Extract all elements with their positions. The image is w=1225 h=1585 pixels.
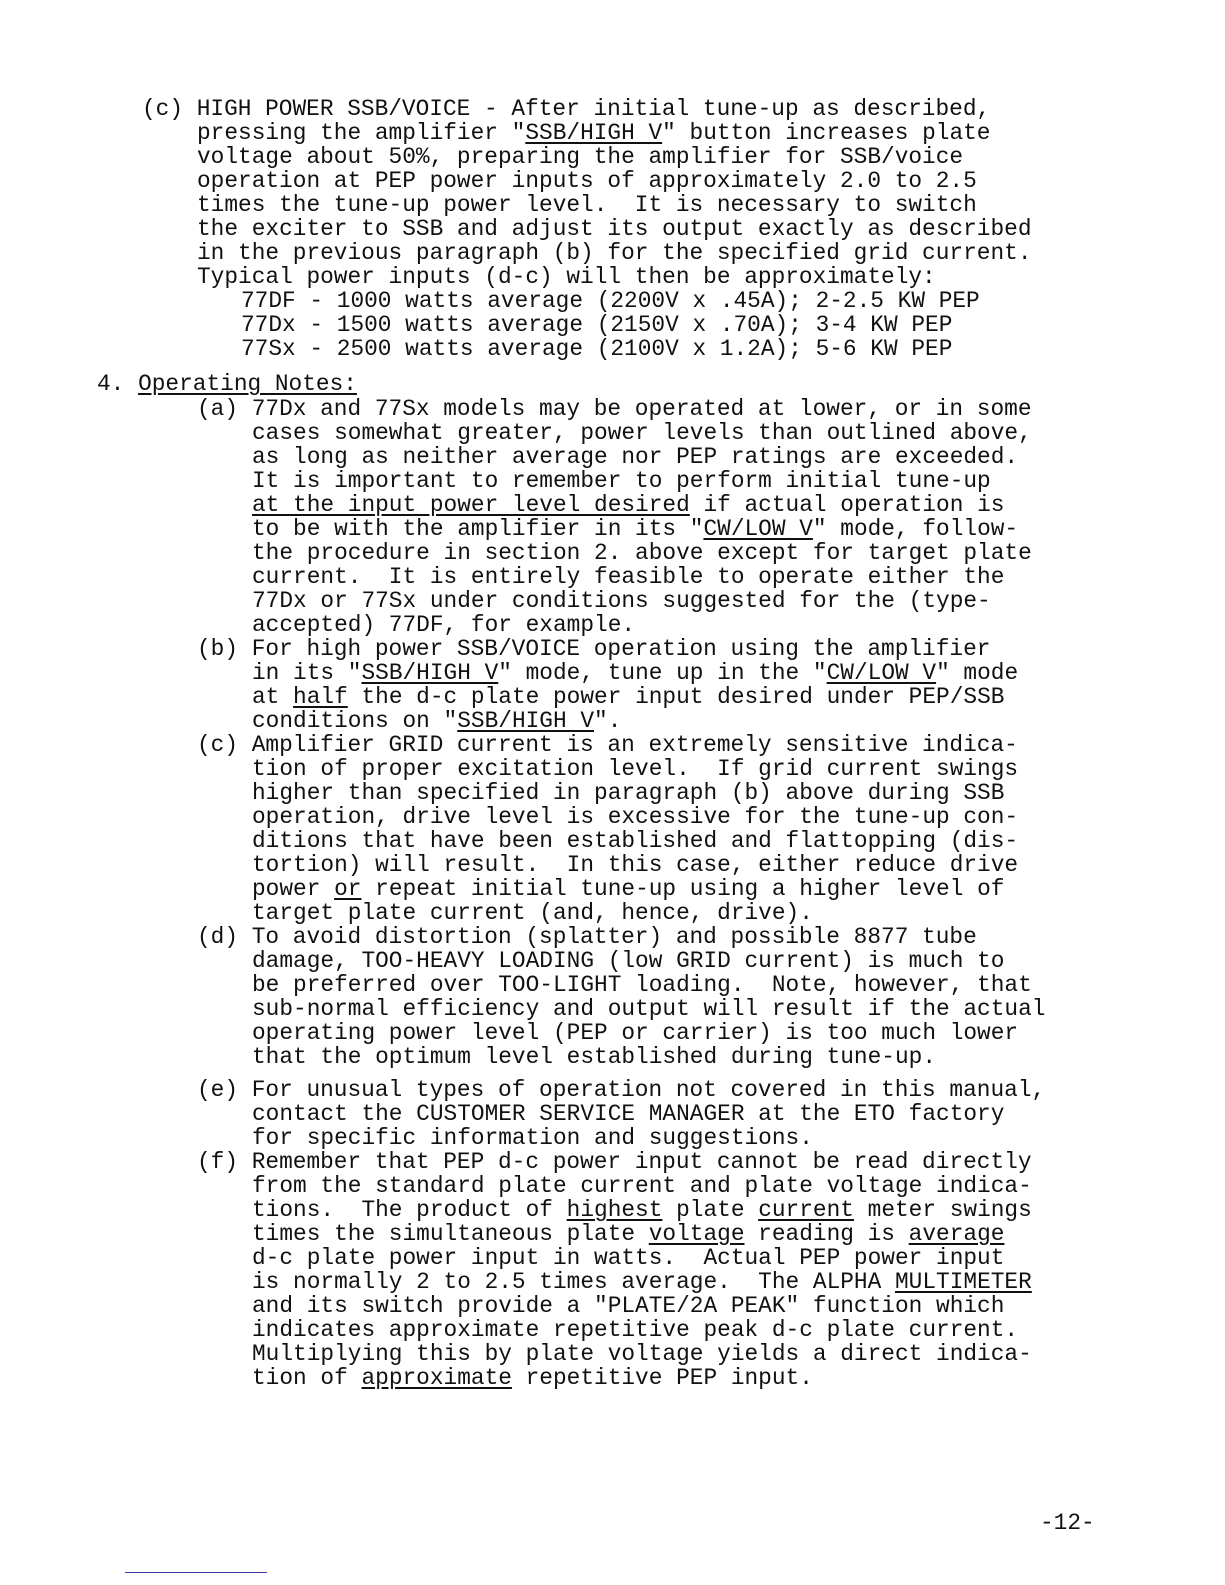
section-4-line: tion of proper excitation level. If grid current swings [252,756,1019,782]
section-4-line: target plate current (and, hence, drive). [252,900,813,926]
section-4-line: (e) For unusual types of operation not covered in this manual, [197,1077,1046,1103]
underlined-text: current [758,1197,854,1223]
section-c-line: times the tune-up power level. It is necessary to switch [197,192,977,218]
underlined-text: MULTIMETER [894,1269,1032,1295]
section-4-line: (d) To avoid distortion (splatter) and possible 8877 tube [197,924,977,950]
section-4-line: d-c plate power input in watts. Actual PEP power input [252,1245,1005,1271]
section-4-line: 77Dx or 77Sx under conditions suggested for the (type- [252,588,991,614]
section-4-line: indicates approximate repetitive peak d-c plate current. [252,1317,1019,1343]
section-4-line: (a) 77Dx and 77Sx models may be operated at lower, or in some [197,396,1032,422]
section-4-line: contact the CUSTOMER SERVICE MANAGER at the ETO factory [252,1101,1005,1127]
section-4-line: to be with the amplifier in its "CW/LOW V" mode, follow- [252,516,1019,542]
section-4-line: be preferred over TOO-LIGHT loading. Note, however, that [252,972,1032,998]
underlined-text: voltage [648,1221,745,1247]
underlined-text: CW/LOW V [703,516,813,542]
section-4-line: Multiplying this by plate voltage yields a direct indica- [252,1341,1032,1367]
footer-rule [125,1572,267,1573]
section-4-line: conditions on "SSB/HIGH V". [252,708,622,734]
operating-notes-heading [97,372,357,396]
section-4-line: power or repeat initial tune-up using a higher level of [252,876,1005,902]
section-c-line: in the previous paragraph (b) for the specified grid current. [197,240,1032,266]
underlined-text: SSB/HIGH V [361,660,499,686]
section-4-line: accepted) 77DF, for example. [252,612,636,638]
underlined-text: or [334,876,362,902]
underlined-text: approximate [361,1365,512,1391]
section-4-line: higher than specified in paragraph (b) above during SSB [252,780,1005,806]
section-4-line: and its switch provide a "PLATE/2A PEAK" function which [252,1293,1005,1319]
underlined-text: highest [566,1197,663,1223]
section-4-line: that the optimum level established during tune-up. [252,1044,937,1070]
section-4-line: (b) For high power SSB/VOICE operation using the amplifier [197,636,991,662]
section-4-line: as long as neither average nor PEP ratings are exceeded. [252,444,1019,470]
heading-number: 4. [97,371,125,397]
section-4-line: It is important to remember to perform initial tune-up [252,468,991,494]
heading-text: Operating Notes: [138,371,357,397]
section-4-line: tion of approximate repetitive PEP input. [252,1365,813,1391]
section-4-line: operation, drive level is excessive for the tune-up con- [252,804,1019,830]
underlined-text: at the input power level desired [252,492,690,518]
section-4-line: current. It is entirely feasible to operate either the [252,564,1005,590]
underlined-text: average [908,1221,1005,1247]
section-4-line: (c) Amplifier GRID current is an extremely sensitive indica- [197,732,1018,758]
section-4-line: times the simultaneous plate voltage reading is average [252,1221,1005,1247]
section-c-line: voltage about 50%, preparing the amplifier for SSB/voice [197,144,964,170]
section-c-line: 77DF - 1000 watts average (2200V x .45A); 2-2.5 KW PEP [241,288,980,314]
section-4-line: tions. The product of highest plate current meter swings [252,1197,1032,1223]
section-4-line: (f) Remember that PEP d-c power input cannot be read directly [197,1149,1032,1175]
section-4-line: the procedure in section 2. above except for target plate [252,540,1032,566]
section-4-line: damage, TOO-HEAVY LOADING (low GRID current) is much to [252,948,1005,974]
underlined-text: CW/LOW V [826,660,937,686]
section-4-line: for specific information and suggestions. [252,1125,813,1151]
section-c-line: (c) HIGH POWER SSB/VOICE - After initial tune-up as described, [142,96,991,122]
section-4-line: cases somewhat greater, power levels than outlined above, [252,420,1032,446]
section-4-line: at the input power level desired if actual operation is [252,492,1005,518]
section-4-line: is normally 2 to 2.5 times average. The ALPHA MULTIMETER [252,1269,1032,1295]
section-c-line: pressing the amplifier "SSB/HIGH V" button increases plate [197,120,991,146]
section-c-line: Typical power inputs (d-c) will then be approximately: [197,264,936,290]
section-4-line: at half the d-c plate power input desired under PEP/SSB [252,684,1005,710]
section-c-line: operation at PEP power inputs of approximately 2.0 to 2.5 [197,168,977,194]
section-4-line: in its "SSB/HIGH V" mode, tune up in the "CW/LOW V" mode [252,660,1019,686]
section-4-line: ditions that have been established and flattopping (dis- [252,828,1019,854]
section-4-line: from the standard plate current and plate voltage indica- [252,1173,1032,1199]
section-4-line: sub-normal efficiency and output will result if the actual [252,996,1046,1022]
section-4-line: tortion) will result. In this case, either reduce drive [252,852,1019,878]
section-c-line: 77Dx - 1500 watts average (2150V x .70A); 3-4 KW PEP [241,312,953,338]
underlined-text: half [293,684,348,710]
section-4-line: operating power level (PEP or carrier) is too much lower [252,1020,1019,1046]
underlined-text: SSB/HIGH V [457,708,595,734]
page-number: -12- [1040,1510,1095,1536]
section-c-line: the exciter to SSB and adjust its output exactly as described [197,216,1032,242]
section-c-line: 77Sx - 2500 watts average (2100V x 1.2A); 5-6 KW PEP [241,336,953,362]
underlined-text: SSB/HIGH V [525,120,663,146]
